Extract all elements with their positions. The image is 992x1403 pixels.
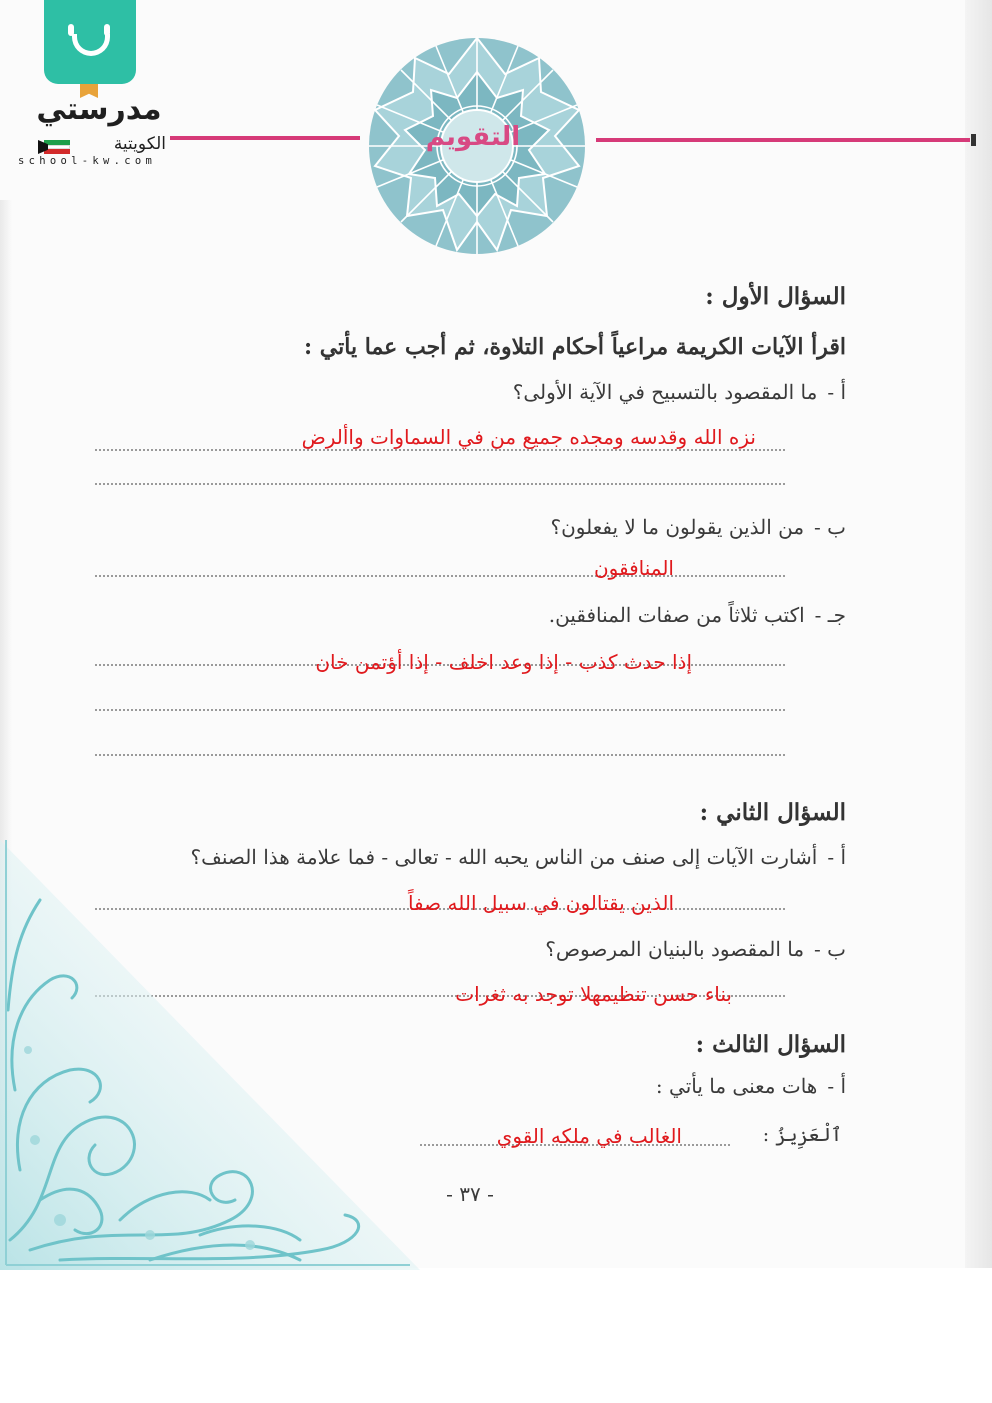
question-2b <box>545 937 846 961</box>
question-3-title: السؤال الثالث : <box>695 1031 846 1058</box>
answer-line <box>95 483 785 485</box>
question-1-title: السؤال الأول : <box>705 283 846 310</box>
logo-icon <box>44 0 136 84</box>
answer-2b: بناء حسن تنظيمهلا توجد به ثغرات <box>455 982 732 1006</box>
question-1-intro: اقرأ الآيات الكريمة مراعياً أحكام التلاوة، ثم أجب عما يأتي : <box>304 334 846 360</box>
item-text: ما المقصود بالبنيان المرصوص؟ <box>545 937 805 961</box>
item-label: جـ - <box>814 603 846 627</box>
site-logo <box>6 0 171 170</box>
question-1a <box>513 380 846 404</box>
answer-line <box>95 449 785 451</box>
item-text: اكتب ثلاثاً من صفات المنافقين. <box>548 603 805 627</box>
term-text: ٱلْعَزِيزُ : <box>762 1124 842 1146</box>
item-text: ما المقصود بالتسبيح في الآية الأولى؟ <box>512 380 818 404</box>
logo-url: school-kw.com <box>18 155 157 167</box>
header-rule-right <box>596 138 970 142</box>
answer-1b: المنافقون <box>593 556 674 580</box>
answer-1c: إذا حدث كذب - إذا وعد اخلف - إذا أؤتمن خان <box>315 650 692 674</box>
corner-arabesque-ornament <box>0 840 420 1270</box>
answer-2a: الذين يقتالون في سبيل الله صفاً <box>407 891 674 915</box>
answer-line <box>95 709 785 711</box>
section-title: التقويم <box>425 122 521 152</box>
answer-3a: الغالب في ملكه القوي <box>496 1124 682 1148</box>
logo-smile <box>72 34 110 56</box>
header-rule-left <box>170 136 360 140</box>
item-text: هات معنى ما يأتي : <box>655 1074 818 1098</box>
question-1c <box>549 603 846 627</box>
item-label: أ - <box>827 845 846 869</box>
logo-name: مدرستي <box>36 92 162 127</box>
item-label: أ - <box>827 1074 846 1098</box>
logo-subtitle: الكويتية <box>113 134 166 154</box>
kuwait-flag-icon <box>38 140 70 154</box>
item-text: أشارت الآيات إلى صنف من الناس يحبه الله - تعالى - فما علامة هذا الصنف؟ <box>190 845 818 869</box>
question-1b <box>550 515 846 539</box>
item-label: ب - <box>814 515 846 539</box>
item-label: ب - <box>814 937 846 961</box>
page-number: - ٣٧ - <box>446 1182 494 1206</box>
answer-1a: نزه الله وقدسه ومجده جميع من في السماوات واألرض <box>301 425 756 449</box>
question-3a <box>656 1074 846 1098</box>
term-label <box>763 1124 842 1146</box>
answer-line <box>95 754 785 756</box>
item-label: أ - <box>827 380 846 404</box>
question-2-title: السؤال الثاني : <box>699 799 846 826</box>
item-text: من الذين يقولون ما لا يفعلون؟ <box>550 515 805 539</box>
answer-line <box>95 575 785 577</box>
page-right-edge <box>965 0 992 1268</box>
